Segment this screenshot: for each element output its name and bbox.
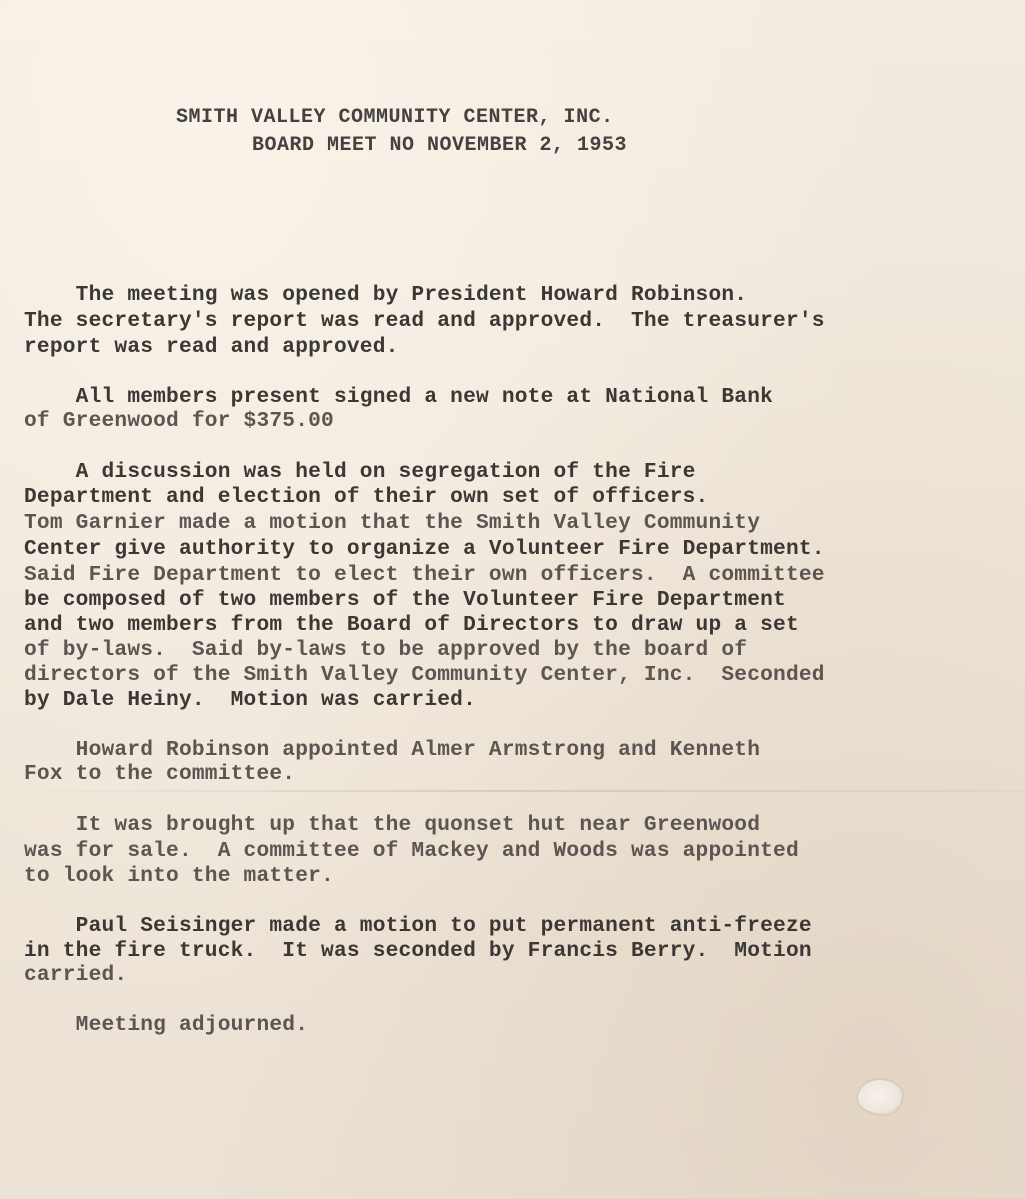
text-line: of Greenwood for $375.00 bbox=[24, 409, 334, 433]
text-line: Meeting adjourned. bbox=[24, 1013, 309, 1037]
text-line: Howard Robinson appointed Almer Armstrong and Kenneth bbox=[24, 738, 761, 762]
text-line: The secretary's report was read and approved. The treasurer's bbox=[24, 309, 825, 333]
text-line: All members present signed a new note at National Bank bbox=[24, 385, 774, 409]
text-line: of by-laws. Said by-laws to be approved by the board of bbox=[24, 638, 748, 662]
text-line: Tom Garnier made a motion that the Smith Valley Community bbox=[24, 511, 761, 535]
text-line: to look into the matter. bbox=[24, 864, 334, 888]
text-line: Said Fire Department to elect their own officers. A committee bbox=[24, 563, 825, 587]
text-line: by Dale Heiny. Motion was carried. bbox=[24, 688, 477, 712]
text-line: The meeting was opened by President Howard Robinson. bbox=[24, 283, 748, 307]
meeting-date-heading: BOARD MEET NO NOVEMBER 2, 1953 bbox=[252, 134, 628, 157]
paper-damage-spot bbox=[858, 1080, 902, 1114]
text-line: Fox to the committee. bbox=[24, 762, 296, 786]
paper-fold-crease bbox=[0, 790, 1025, 792]
document-title: SMITH VALLEY COMMUNITY CENTER, INC. bbox=[176, 106, 614, 129]
text-line: Center give authority to organize a Volunteer Fire Department. bbox=[24, 537, 825, 561]
text-line: carried. bbox=[24, 963, 128, 987]
text-line: A discussion was held on segregation of the Fire bbox=[24, 460, 696, 484]
text-line: It was brought up that the quonset hut near Greenwood bbox=[24, 813, 761, 837]
text-line: was for sale. A committee of Mackey and Woods was appointed bbox=[24, 839, 799, 863]
text-line: in the fire truck. It was seconded by Francis Berry. Motion bbox=[24, 939, 812, 963]
text-line: Department and election of their own set of officers. bbox=[24, 485, 709, 509]
text-line: and two members from the Board of Directors to draw up a set bbox=[24, 613, 799, 637]
text-line: Paul Seisinger made a motion to put permanent anti-freeze bbox=[24, 914, 812, 938]
text-line: directors of the Smith Valley Community Center, Inc. Seconded bbox=[24, 663, 825, 687]
text-line: be composed of two members of the Volunteer Fire Department bbox=[24, 588, 786, 612]
text-line: report was read and approved. bbox=[24, 335, 399, 359]
